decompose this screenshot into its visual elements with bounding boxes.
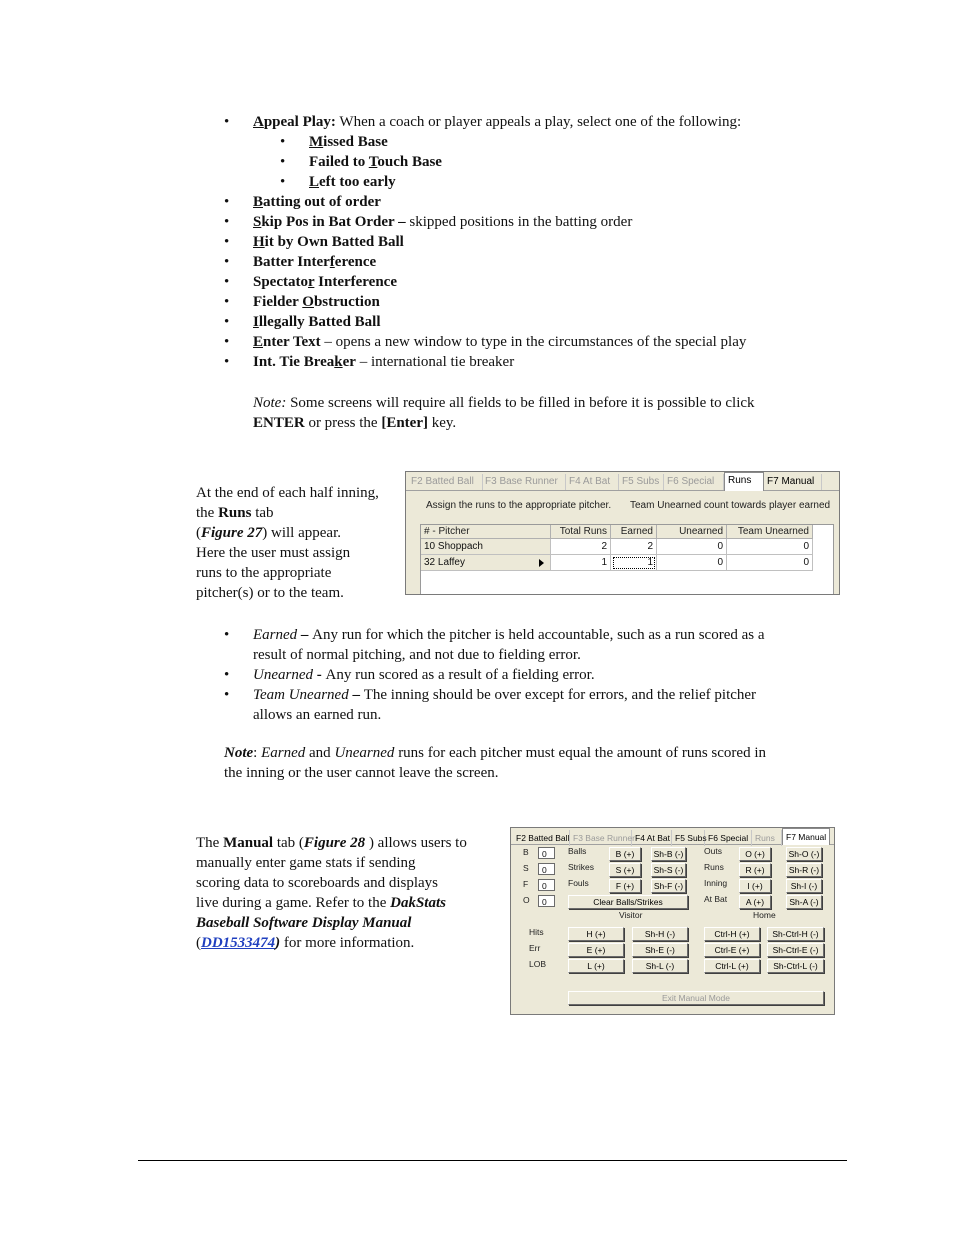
runs-label: Runs: [704, 862, 724, 872]
out-minus-button[interactable]: Sh-O (-): [786, 847, 822, 861]
tab-special[interactable]: F6 Special: [705, 830, 752, 846]
foul-plus-button[interactable]: F (+): [609, 879, 641, 893]
strikes-count-field[interactable]: 0: [538, 863, 555, 875]
cell-earned[interactable]: 2: [611, 539, 657, 555]
ball-minus-button[interactable]: Sh-B (-): [651, 847, 686, 861]
cell-unearned[interactable]: 0: [657, 539, 727, 555]
header-team-unearned: Team Unearned: [727, 525, 813, 539]
errors-label: Err: [529, 943, 541, 953]
manual-paragraph: The Manual tab (Figure 28 ) allows users to manually enter game stats if sending scoring data to scoreboards and displays live during a game. Refer to the DakStats Baseball Software Display Manual (DD1533474) for more information.: [196, 835, 467, 951]
lob-label: LOB: [529, 959, 547, 969]
ball-plus-button[interactable]: B (+): [609, 847, 641, 861]
list-item: • Unearned - Any run scored as a result of a fielding error.: [224, 667, 595, 683]
foul-minus-button[interactable]: Sh-F (-): [651, 879, 686, 893]
inning-minus-button[interactable]: Sh-I (-): [786, 879, 822, 893]
cell-total: 1: [551, 555, 611, 571]
row-pointer-icon: [539, 559, 544, 567]
at-bat-label: At Bat: [704, 894, 728, 904]
visitor-label: Visitor: [619, 910, 643, 920]
tab-manual[interactable]: F7 Manual: [782, 828, 830, 845]
tab-runs[interactable]: Runs: [752, 830, 782, 846]
list-item: • Fielder Obstruction: [224, 294, 380, 310]
tab-bar: [511, 828, 834, 845]
inning-label: Inning: [704, 878, 728, 888]
at-bat-minus-button[interactable]: Sh-A (-): [786, 895, 822, 909]
list-item: • Batting out of order: [224, 194, 381, 210]
tab-subs[interactable]: F5 Subs: [672, 830, 705, 846]
footer-divider: [138, 1160, 847, 1161]
cell-team-unearned[interactable]: 0: [727, 555, 813, 571]
list-item: • Skip Pos in Bat Order – skipped positions in the batting order: [224, 214, 633, 230]
list-item: • Failed to Touch Base: [280, 154, 442, 170]
options-list: [224, 112, 873, 372]
list-item: • Missed Base: [280, 134, 388, 150]
list-item: • Left too early: [280, 174, 396, 190]
home-hits-plus-button[interactable]: Ctrl-H (+): [704, 927, 760, 941]
home-lob-minus-button[interactable]: Sh-Ctrl-L (-): [767, 959, 824, 973]
strike-plus-button[interactable]: S (+): [609, 863, 641, 877]
note-paragraph: Note: Some screens will require all fields to be filled in before it is possible to click ENTER or press the [Enter] key.: [253, 395, 755, 431]
outs-label: Outs: [704, 846, 722, 856]
balls-count-label: B: [523, 847, 529, 857]
visitor-hits-minus-button[interactable]: Sh-H (-): [632, 927, 688, 941]
run-plus-button[interactable]: R (+): [739, 863, 771, 877]
tab-batted-ball[interactable]: F2 Batted Ball: [513, 830, 570, 846]
home-hits-minus-button[interactable]: Sh-Ctrl-H (-): [767, 927, 824, 941]
strike-minus-button[interactable]: Sh-S (-): [651, 863, 686, 877]
exit-manual-mode-button[interactable]: Exit Manual Mode: [568, 991, 824, 1005]
outs-count-field[interactable]: 0: [538, 895, 555, 907]
tab-runs[interactable]: Runs: [724, 472, 764, 491]
visitor-lob-plus-button[interactable]: L (+): [568, 959, 624, 973]
list-item: • Hit by Own Batted Ball: [224, 234, 404, 250]
cell-unearned[interactable]: 0: [657, 555, 727, 571]
list-item: • Team Unearned – The inning should be over except for errors, and the relief pitcher allows an earned run.: [224, 687, 757, 723]
fouls-label: Fouls: [568, 878, 589, 888]
tab-special[interactable]: F6 Special: [664, 474, 724, 490]
strikes-label: Strikes: [568, 862, 594, 872]
tab-at-bat[interactable]: F4 At Bat: [566, 474, 619, 490]
fouls-count-label: F: [523, 879, 529, 889]
tab-base-runner[interactable]: F3 Base Runner: [482, 474, 566, 490]
note-paragraph: Note: Earned and Unearned runs for each pitcher must equal the amount of runs scored in the inning or the user cannot leave the screen.: [224, 745, 766, 781]
tab-subs[interactable]: F5 Subs: [619, 474, 664, 490]
hits-label: Hits: [529, 927, 544, 937]
tab-bar: [406, 472, 839, 491]
appeal-sublist: [280, 132, 873, 192]
run-minus-button[interactable]: Sh-R (-): [786, 863, 822, 877]
list-item: • Int. Tie Breaker – international tie breaker: [224, 354, 515, 370]
manual-doc-link[interactable]: DD1533474: [201, 935, 276, 951]
strikes-count-label: S: [523, 863, 529, 873]
runs-tab-screenshot: [405, 471, 840, 595]
header-earned: Earned: [611, 525, 657, 539]
outs-count-label: O: [523, 895, 530, 905]
list-item: • Spectator Interference: [224, 274, 397, 290]
runs-grid: [420, 524, 834, 595]
list-item: • Batter Interference: [224, 254, 377, 270]
visitor-errors-minus-button[interactable]: Sh-E (-): [632, 943, 688, 957]
runs-paragraph: At the end of each half inning, the Runs tab (Figure 27) will appear. Here the user must assign runs to the appropriate pitcher(s) or to the team.: [196, 485, 379, 601]
visitor-lob-minus-button[interactable]: Sh-L (-): [632, 959, 688, 973]
cell-pitcher[interactable]: 10 Shoppach: [421, 539, 551, 555]
clear-balls-strikes-button[interactable]: Clear Balls/Strikes: [568, 895, 688, 909]
inning-plus-button[interactable]: I (+): [739, 879, 771, 893]
item-title: Appeal Play:: [253, 114, 336, 130]
balls-label: Balls: [568, 846, 587, 856]
header-total-runs: Total Runs: [551, 525, 611, 539]
manual-tab-screenshot: [510, 827, 835, 1015]
tab-batted-ball[interactable]: F2 Batted Ball: [408, 474, 483, 490]
header-unearned: Unearned: [657, 525, 727, 539]
balls-count-field[interactable]: 0: [538, 847, 555, 859]
home-label: Home: [753, 910, 776, 920]
list-item: • Appeal Play: When a coach or player appeals a play, select one of the following:: [224, 114, 742, 130]
tab-at-bat[interactable]: F4 At Bat: [632, 830, 672, 846]
list-item: • Earned – Any run for which the pitcher is held accountable, such as a run scored as a result of normal pitching, and not due to fielding error.: [224, 627, 765, 663]
visitor-errors-plus-button[interactable]: E (+): [568, 943, 624, 957]
tab-manual[interactable]: F7 Manual: [764, 474, 822, 490]
tab-base-runner[interactable]: F3 Base Runner: [570, 830, 632, 846]
cell-team-unearned[interactable]: 0: [727, 539, 813, 555]
home-errors-plus-button[interactable]: Ctrl-E (+): [704, 943, 760, 957]
team-unearned-hint: Team Unearned count towards player earned: [630, 500, 831, 511]
home-errors-minus-button[interactable]: Sh-Ctrl-E (-): [767, 943, 824, 957]
list-item: • Enter Text – opens a new window to type in the circumstances of the special play: [224, 334, 747, 350]
out-plus-button[interactable]: O (+): [739, 847, 771, 861]
cell-total: 2: [551, 539, 611, 555]
list-item: • Illegally Batted Ball: [224, 314, 381, 330]
fouls-count-field[interactable]: 0: [538, 879, 555, 891]
home-lob-plus-button[interactable]: Ctrl-L (+): [704, 959, 760, 973]
definitions-list: [224, 625, 843, 725]
at-bat-plus-button[interactable]: A (+): [739, 895, 771, 909]
header-pitcher: # - Pitcher: [421, 525, 551, 539]
assign-hint: Assign the runs to the appropriate pitcher.: [426, 500, 612, 511]
cell-earned[interactable]: 1: [611, 555, 657, 571]
visitor-hits-plus-button[interactable]: H (+): [568, 927, 624, 941]
cell-pitcher[interactable]: 32 Laffey: [421, 555, 551, 571]
